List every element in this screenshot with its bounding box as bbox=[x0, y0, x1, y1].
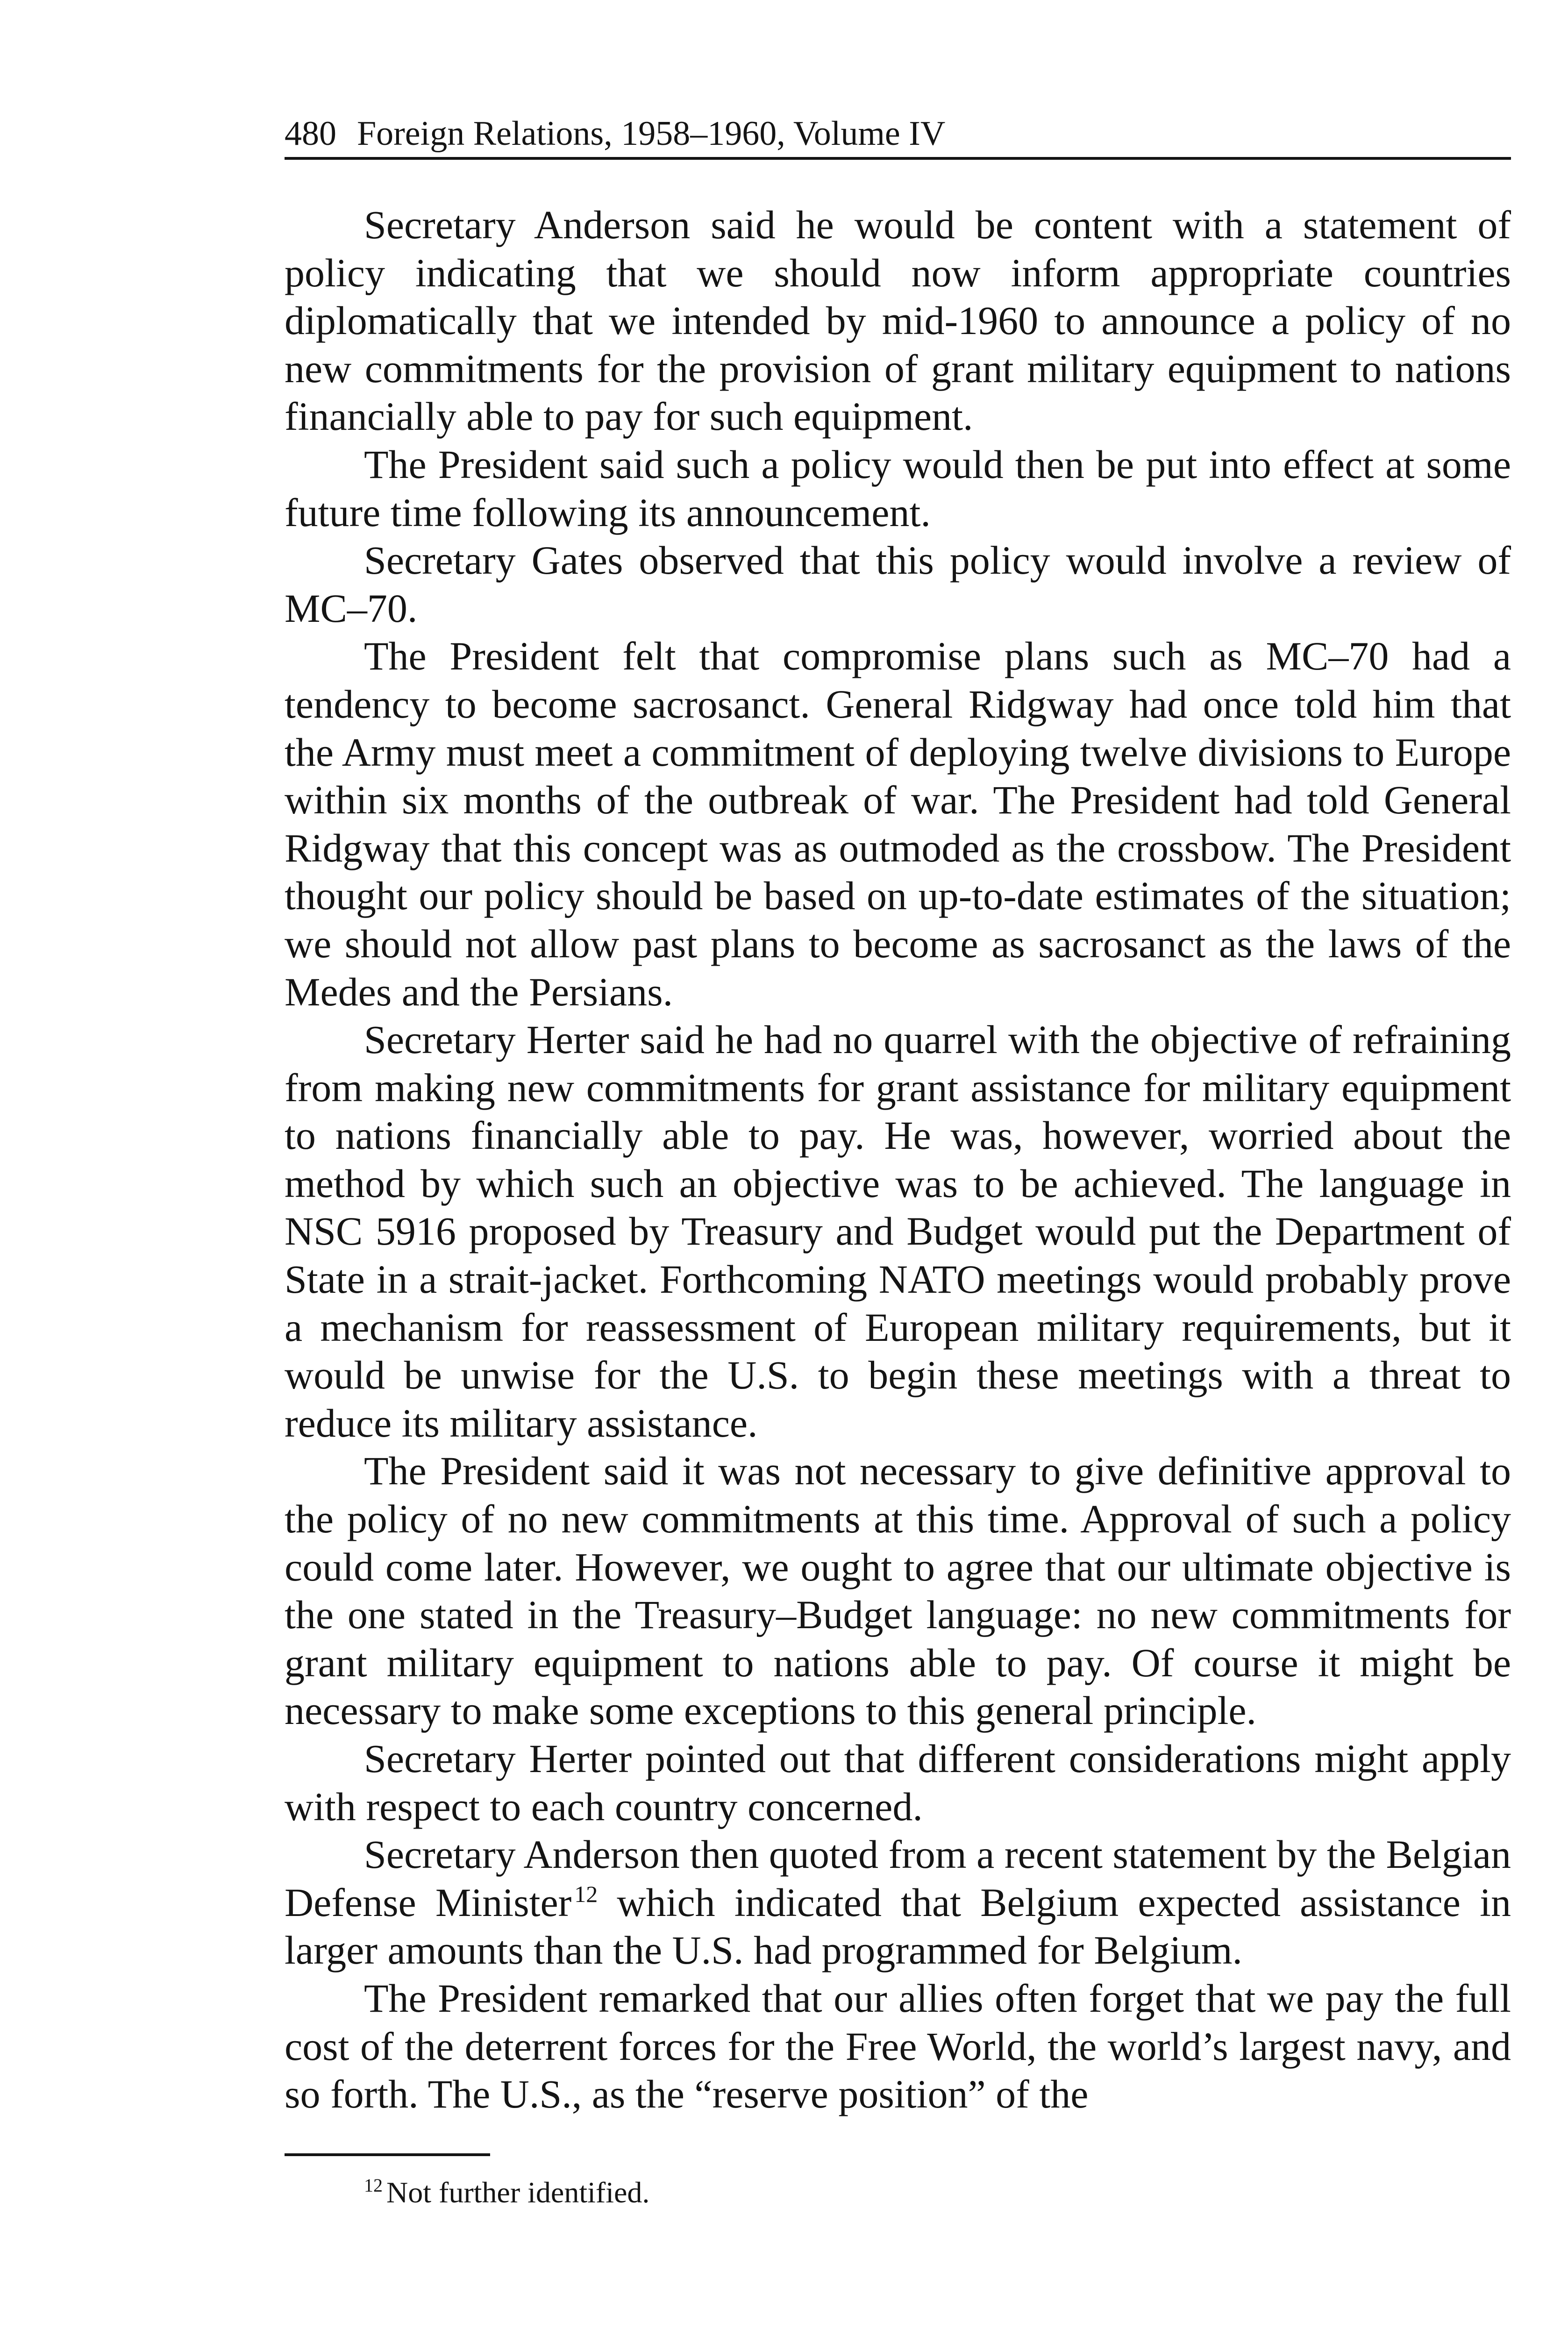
paragraph: Secretary Gates observed that this policy would involve a review of MC–70. bbox=[285, 538, 1511, 631]
body-text bbox=[285, 201, 1511, 2118]
running-title: Foreign Relations, 1958–1960, Volume IV bbox=[357, 114, 946, 153]
paragraph: The President said it was not necessary to give definitive approval to the policy of no new commitments at this time. Approval of such a policy could come later. However, we ought to agree that our ultimate objective is the one stated in the Treasury–Budget language: no new commitments for grant military equipment to nations able to pay. Of course it might be necessary to make some exceptions to this general principle. bbox=[285, 1448, 1511, 1733]
footnote-reference[interactable]: 12 bbox=[574, 1881, 598, 1908]
paragraph: Secretary Anderson said he would be content with a statement of policy indicating that we should now inform appropriate countries diplomatically that we intended by mid-1960 to announce a policy of no new commitments for the provision of grant military equipment to nations financially able to pay for such equipment. bbox=[285, 202, 1511, 439]
paragraph-with-footnote bbox=[285, 1830, 1511, 1974]
paragraph: The President remarked that our allies often forget that we pay the full cost of the deterrent forces for the Free World, the world’s largest navy, and so forth. The U.S., as the “reserve position” of the bbox=[285, 1975, 1511, 2117]
paragraph: Secretary Herter said he had no quarrel with the objective of refraining from making new commitments for grant assistance for military equipment to nations financially able to pay. He was, however, worried about the method by which such an objective was to be achieved. The language in NSC 5916 proposed by Treasury and Budget would put the Department of State in a strait-jacket. Forthcoming NATO meetings would probably prove a mechanism for reassessment of European military requirements, but it would be unwise for the U.S. to begin these meetings with a threat to reduce its military assistance. bbox=[285, 1017, 1511, 1446]
footnote-text: Not further identified. bbox=[386, 2175, 650, 2209]
paragraph: The President felt that compromise plans such as MC–70 had a tendency to become sacrosanct. General Ridgway had once told him that the Army must meet a commitment of deploying twelve divisions to Europe within six months of the outbreak of war. The President had told General Ridgway that this concept was as outmoded as the crossbow. The President thought our policy should be based on up-to-date estimates of the situation; we should not allow past plans to become as sacrosanct as the laws of the Medes and the Persians. bbox=[285, 634, 1511, 1014]
footnote bbox=[285, 2174, 1511, 2211]
footnote-divider bbox=[285, 2153, 490, 2156]
page-number: 480 bbox=[285, 114, 336, 153]
paragraph-text: which indicated that Belgium expected assistance in larger amounts than the U.S. had programmed for Belgium. bbox=[285, 1880, 1511, 1973]
document-page bbox=[285, 112, 1511, 2211]
footnote-marker: 12 bbox=[364, 2175, 383, 2196]
paragraph-text: Secretary Anderson then quoted from a recent statement by the Belgian Defense Minister bbox=[285, 1832, 1511, 1925]
paragraph: Secretary Herter pointed out that different considerations might apply with respect to each country concerned. bbox=[285, 1736, 1511, 1829]
running-head bbox=[285, 112, 1511, 160]
paragraph: The President said such a policy would then be put into effect at some future time following its announcement. bbox=[285, 442, 1511, 535]
